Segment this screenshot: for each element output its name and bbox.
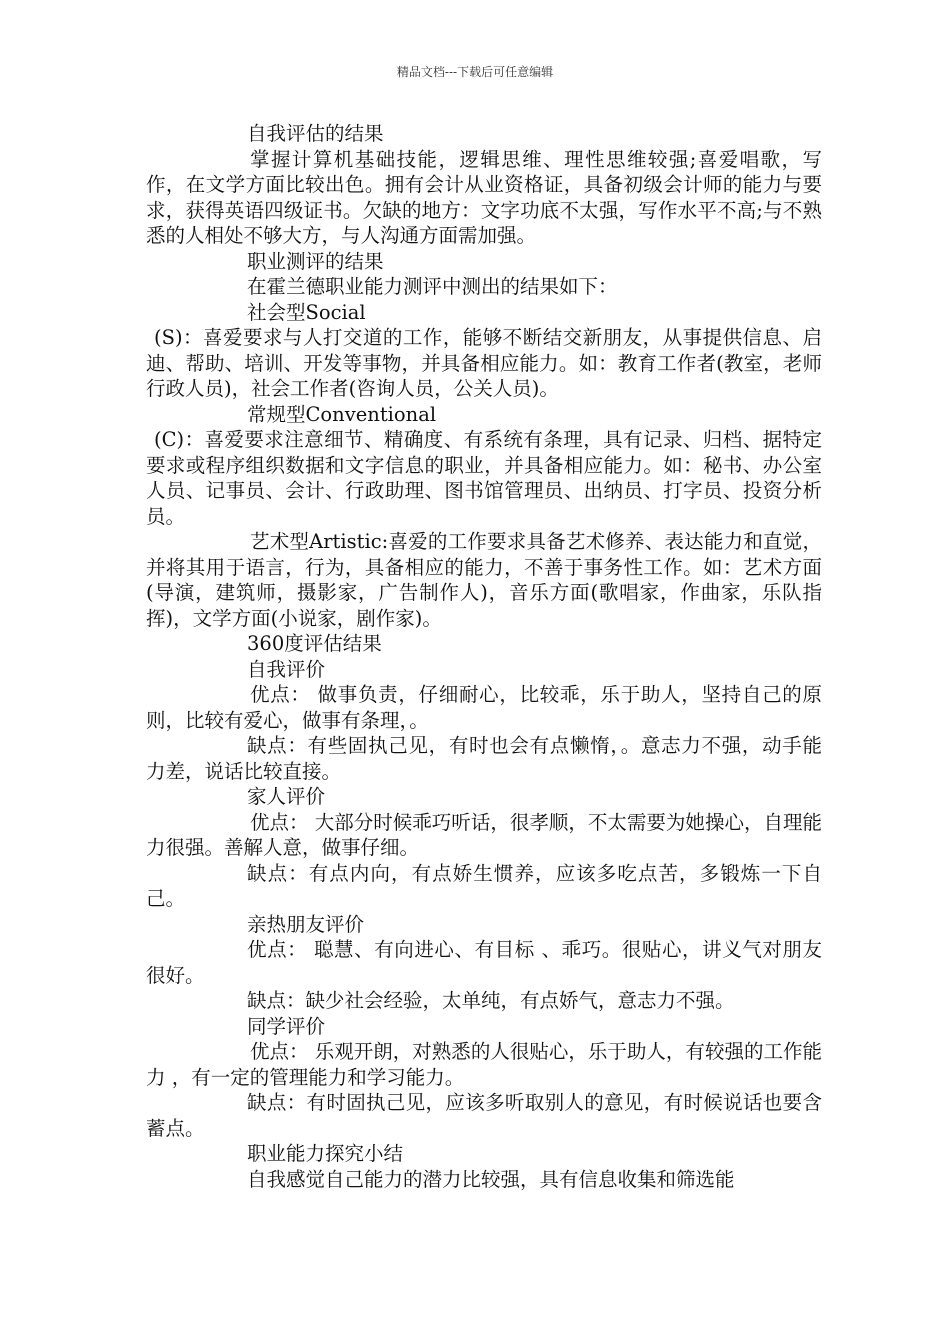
subheading-friend-review: 亲热朋友评价 [247, 912, 365, 936]
section-title-summary: 职业能力探究小结 [247, 1142, 404, 1165]
paragraph-artistic: 艺术型Artistic:喜爱的工作要求具备艺术修养、表达能力和直觉，并将其用于语言，行为，具备相应的能力，不善于事务性工作。如：艺术方面(导演，建筑师，摄影家，广告制作人)，音乐方面(歌唱家，作曲家，乐队指挥)，文学方面(小说家，剧作家)。 [146, 530, 822, 630]
paragraph-classmate-pros: 优点： 乐观开朗，对熟悉的人很贴心，乐于助人，有较强的工作能力 ，有一定的管理能力和学习能力。 [146, 1040, 822, 1089]
subheading-family-review: 家人评价 [247, 785, 326, 808]
paragraph-social: (S)：喜爱要求与人打交道的工作，能够不断结交新朋友，从事提供信息、启迪、帮助、培训、开发等事物，并具备相应能力。如：教育工作者(教室，老师行政人员)，社会工作者(咨询人员，公关人员)。 [146, 326, 822, 400]
paragraph-self-pros: 优点： 做事负责，仔细耐心，比较乖，乐于助人，坚持自己的原则，比较有爱心，做事有条理，。 [146, 683, 822, 732]
section-title-career-eval: 职业测评的结果 [247, 249, 384, 273]
paragraph-classmate-cons: 缺点：有时固执己见，应该多听取别人的意见，有时候说话也要含蓄点。 [146, 1091, 822, 1140]
subheading-self-review: 自我评价 [247, 657, 326, 681]
subheading-social: 社会型Social [247, 300, 366, 324]
paragraph-conventional: (C)：喜爱要求注意细节、精确度、有系统有条理，具有记录、归档、据特定要求或程序组织数据和文字信息的职业，并具备相应能力。如：秘书、办公室人员、记事员、会计、行政助理、图书馆管理员、出纳员、打字员、投资分析员。 [146, 428, 822, 528]
subheading-classmate-review: 同学评价 [247, 1014, 326, 1038]
paragraph-family-cons: 缺点：有点内向，有点娇生惯养，应该多吃点苦，多锻炼一下自己。 [146, 861, 822, 910]
paragraph-self-cons: 缺点：有些固执己见，有时也会有点懒惰，。意志力不强，动手能力差，说话比较直接。 [146, 734, 822, 783]
paragraph-career-intro: 在霍兰德职业能力测评中测出的结果如下： [247, 275, 618, 298]
paragraph-friend-cons: 缺点：缺少社会经验，太单纯，有点娇气，意志力不强。 [247, 989, 735, 1012]
page-header: 精品文档---下载后可任意编辑 [396, 65, 554, 79]
document-body [146, 121, 822, 1192]
paragraph-self-eval: 掌握计算机基础技能，逻辑思维、理性思维较强;喜爱唱歌，写作，在文学方面比较出色。拥有会计从业资格证，具备初级会计师的能力与要求，获得英语四级证书。欠缺的地方：文字功底不太强，写作水平不高;与不熟悉的人相处不够大方，与人沟通方面需加强。 [146, 147, 822, 247]
paragraph-friend-pros: 优点： 聪慧、有向进心、有目标 、乖巧。很贴心，讲义气对朋友很好。 [146, 938, 822, 987]
section-title-self-eval: 自我评估的结果 [247, 122, 384, 145]
paragraph-family-pros: 优点： 大部分时候乖巧听话，很孝顺，不太需要为她操心，自理能力很强。善解人意，做事仔细。 [146, 810, 822, 859]
section-title-360: 360度评估结果 [247, 632, 382, 655]
subheading-conventional: 常规型Conventional [247, 402, 437, 426]
paragraph-summary: 自我感觉自己能力的潜力比较强，具有信息收集和筛选能 [247, 1167, 735, 1191]
